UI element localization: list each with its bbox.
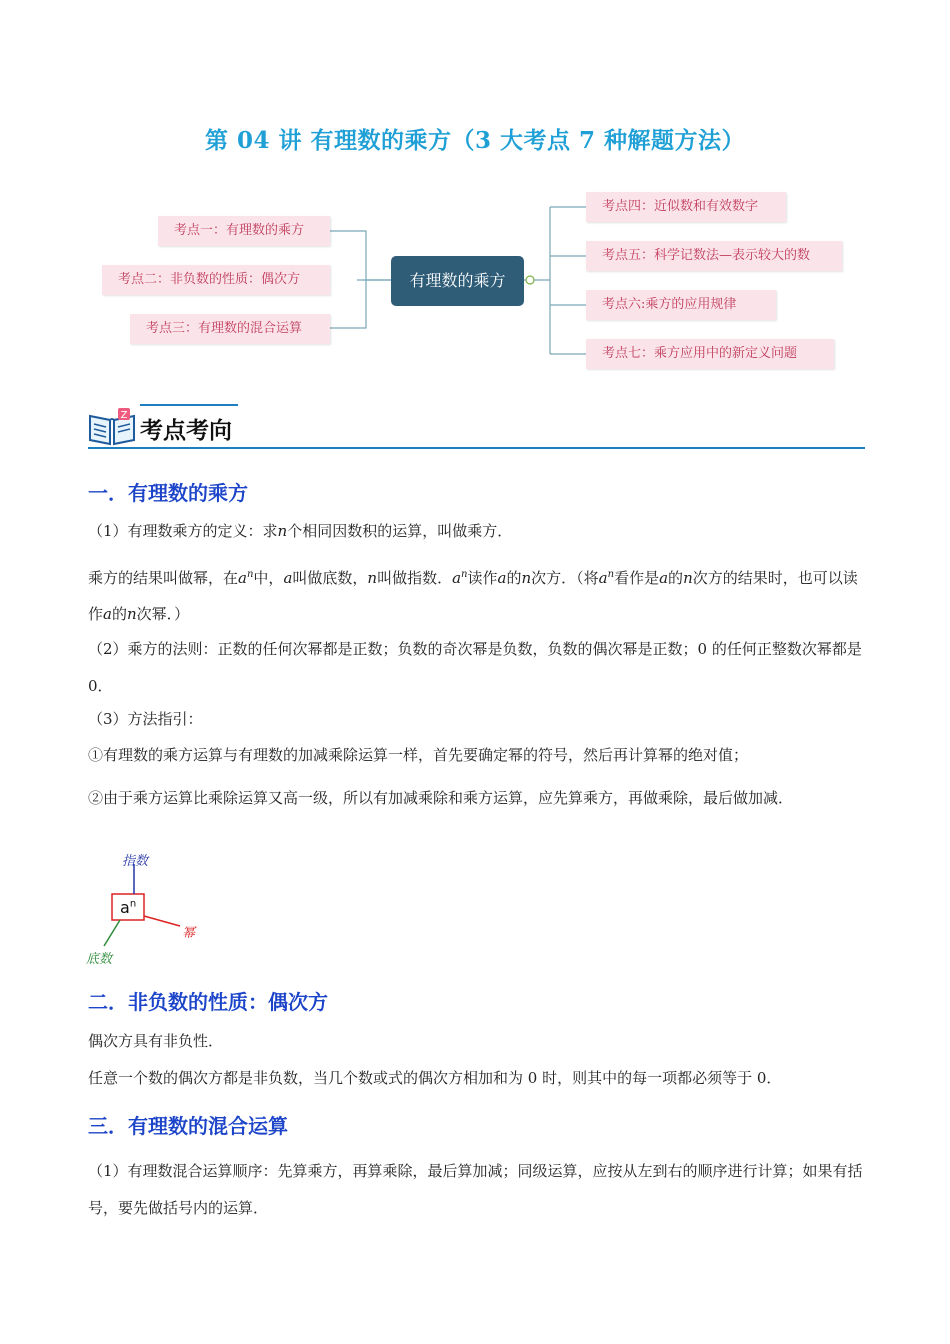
mindmap — [0, 180, 950, 380]
s2-paragraph-2: 任意一个数的偶次方都是非负数，当几个数或式的偶次方相加和为 0 时，则其中的每一项都必须等于 0． — [88, 1069, 782, 1087]
section-header — [88, 404, 865, 450]
mindmap-node-4: 考点四：近似数和有效数字 — [586, 192, 786, 222]
header-accent-line — [140, 404, 238, 406]
book-icon — [88, 406, 136, 446]
s1-paragraph-6: ②由于乘方运算比乘除运算又高一级，所以有加减乘除和乘方运算，应先算乘方，再做乘除，最后做加减． — [88, 789, 794, 807]
mindmap-node-3: 考点三：有理数的混合运算 — [130, 314, 330, 344]
section-2-heading: 二．非负数的性质：偶次方 — [88, 990, 328, 1014]
s1-paragraph-4: （3）方法指引： — [88, 710, 203, 728]
page-title: 第 04 讲 有理数的乘方（3 大考点 7 种解题方法） — [204, 127, 746, 154]
s2-paragraph-1: 偶次方具有非负性． — [88, 1032, 224, 1050]
mindmap-node-7: 考点七：乘方应用中的新定义问题 — [586, 339, 834, 369]
power-diagram — [84, 850, 214, 968]
mindmap-node-6: 考点六:乘方的应用规律 — [586, 290, 776, 320]
header-divider — [88, 447, 865, 449]
mindmap-center: 有理数的乘方 — [391, 256, 524, 306]
s1-paragraph-1: （1）有理数乘方的定义：求n个相同因数积的运算，叫做乘方． — [88, 522, 513, 540]
exponent-label: 指数 — [122, 854, 149, 869]
power-label: 幂 — [182, 926, 196, 941]
section-3-heading: 三．有理数的混合运算 — [88, 1114, 288, 1138]
mindmap-node-2: 考点二：非负数的性质：偶次方 — [102, 265, 330, 295]
s3-paragraph-1: （1）有理数混合运算顺序：先算乘方，再算乘除，最后算加减；同级运算，应按从左到右的顺序进行计算；如果有括号，要先做括号内的运算． — [88, 1162, 863, 1217]
s1-paragraph-5: ①有理数的乘方运算与有理数的加减乘除运算一样，首先要确定幂的符号，然后再计算幂的绝对值； — [88, 746, 749, 764]
power-expression: $a^n$ — [120, 898, 137, 917]
mindmap-node-5: 考点五：科学记数法—表示较大的数 — [586, 241, 842, 271]
base-label: 底数 — [86, 952, 113, 967]
section-header-label: 考点考向 — [140, 418, 232, 444]
section-1-heading: 一．有理数的乘方 — [88, 481, 248, 505]
s1-paragraph-3: （2）乘方的法则：正数的任何次幂都是正数；负数的奇次幂是负数，负数的偶次幂是正数；0 的任何正整数次幂都是 0． — [88, 640, 862, 695]
mindmap-node-1: 考点一：有理数的乘方 — [158, 216, 330, 246]
svg-text:Z: Z — [120, 410, 128, 421]
s1-paragraph-2: 乘方的结果叫做幂，在$a^n$中，a叫做底数，n叫做指数．$a^n$读作a的n次方．（将$a^n$看作是a的n次方的结果时，也可以读作a的n次幂．） — [88, 569, 858, 623]
